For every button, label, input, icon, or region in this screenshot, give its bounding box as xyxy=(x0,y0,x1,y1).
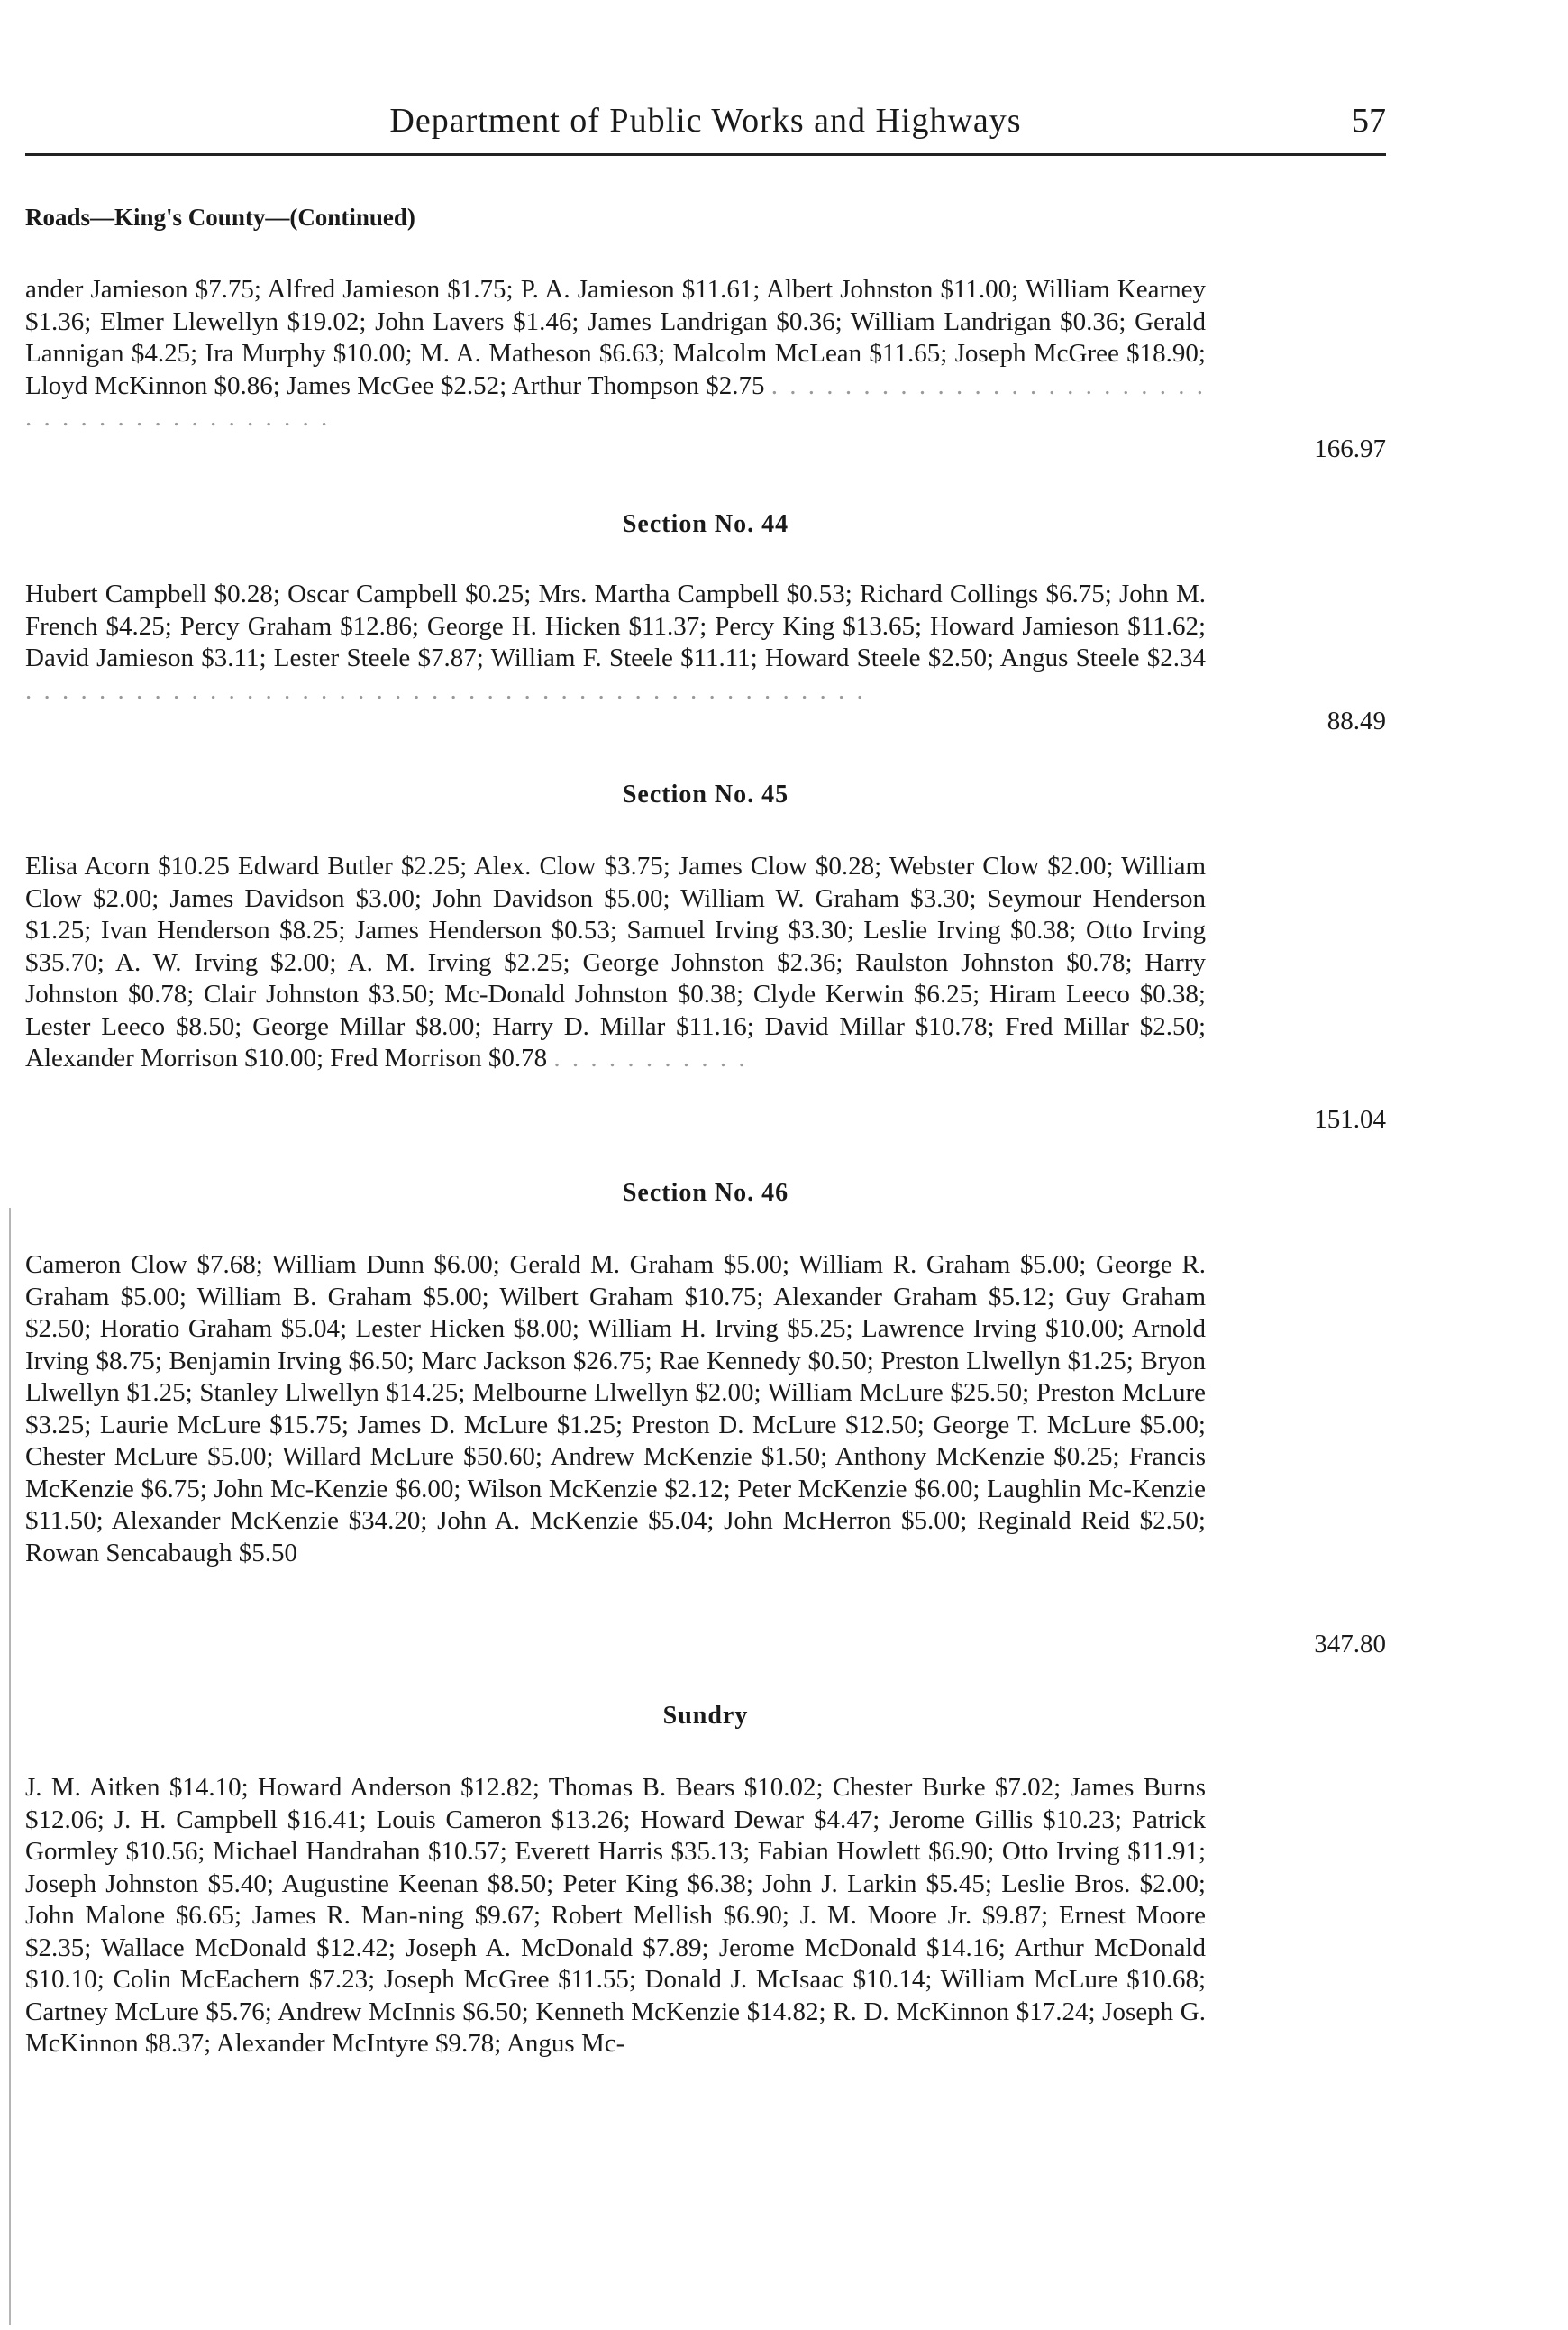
entry-text: ander Jamieson $7.75; Alfred Jamieson $1.75; P. A. Jamieson $11.61; Albert Johnston $11.00; William Kearney $1.36; Elmer Llewellyn $19.02; John Lavers $1.46; James Landrigan $0.36; William Landrigan $0.36; Gerald Lannigan $4.25; Ira Murphy $10.00; M. A. Matheson $6.63; Malcolm McLean $11.65; Joseph McGree $18.90; Lloyd McKinnon $0.86; James McGee $2.52; Arthur Thompson $2.75 xyxy=(25,275,1206,400)
section-title: Section No. 46 xyxy=(622,1179,789,1207)
entry-paragraph xyxy=(25,1772,1206,2060)
page-header xyxy=(25,101,1386,153)
entry-paragraph xyxy=(25,1249,1206,1569)
leader-dots: . . . . . . . . . . . . . . . . . . . . . . . . . . . . . . . . . . . . . . . . . . . . . . xyxy=(25,675,866,705)
entry-text: J. M. Aitken $14.10; Howard Anderson $12.82; Thomas B. Bears $10.02; Chester Burke $7.02; James Burns $12.06; J. H. Campbell $16.41; Louis Cameron $13.26; Howard Dewar $4.47; Jerome Gillis $10.23; Patrick Gormley $10.56; Michael Handrahan $10.57; Everett Harris $35.13; Fabian Howlett $6.90; Otto Irving $11.91; Joseph Johnston $5.40; Augustine Keenan $8.50; Peter King $6.38; John J. Larkin $5.45; Leslie Bros. $2.00; John Malone $6.65; James R. Man-ning $9.67; Robert Mellish $6.90; J. M. Moore Jr. $9.87; Ernest Moore $2.35; Wallace McDonald $12.42; Joseph A. McDonald $7.89; Jerome McDonald $14.16; Arthur McDonald $10.10; Colin McEachern $7.23; Joseph McGree $11.55; Donald J. McIsaac $10.14; William McLure $10.68; Cartney McLure $5.76; Andrew McInnis $6.50; Kenneth McKenzie $14.82; R. D. McKinnon $17.24; Joseph G. McKinnon $8.37; Alexander McIntyre $9.78; Angus Mc- xyxy=(25,1773,1206,2058)
leader-dots: . . . . . . . . . . . . . . . . . . . . . . . . . . . . . . . . . . . . . . . . . xyxy=(25,370,1207,432)
page-title: Department of Public Works and Highways xyxy=(389,102,1022,140)
entry-text: Cameron Clow $7.68; William Dunn $6.00; Gerald M. Graham $5.00; William R. Graham $5.00; George R. Graham $5.00; William B. Graham $5.00; Wilbert Graham $10.75; Alexander Graham $5.12; Guy Graham $2.50; Horatio Graham $5.04; Lester Hicken $8.00; William H. Irving $5.25; Lawrence Irving $10.00; Arnold Irving $8.75; Benjamin Irving $6.50; Marc Jackson $26.75; Rae Kennedy $0.50; Preston Llwellyn $1.25; Bryon Llwellyn $1.25; Stanley Llwellyn $14.25; Melbourne Llwellyn $2.00; William McLure $25.50; Preston McLure $3.25; Laurie McLure $15.75; James D. McLure $1.25; Preston D. McLure $12.50; George T. McLure $5.00; Chester McLure $5.00; Willard McLure $50.60; Andrew McKenzie $1.50; Anthony McKenzie $0.25; Francis McKenzie $6.75; John Mc-Kenzie $6.00; Wilson McKenzie $2.12; Peter McKenzie $6.00; Laughlin Mc-Kenzie $11.50; Alexander McKenzie $34.20; John A. McKenzie $5.04; John McHerron $5.00; Reginald Reid $2.50; Rowan Sencabaugh $5.50 xyxy=(25,1250,1206,1567)
page-number: 57 xyxy=(1352,102,1386,140)
section-total: 166.97 xyxy=(1314,434,1386,463)
running-head: Roads—King's County—(Continued) xyxy=(25,204,415,231)
section-total: 347.80 xyxy=(1314,1630,1386,1658)
entry-paragraph xyxy=(25,579,1206,707)
entry-paragraph xyxy=(25,274,1206,434)
entry-text: Hubert Campbell $0.28; Oscar Campbell $0.25; Mrs. Martha Campbell $0.53; Richard Collings $6.75; John M. French $4.25; Percy Graham $12.86; George H. Hicken $11.37; Percy King $13.65; Howard Jamieson $11.62; David Jamieson $3.11; Lester Steele $7.87; William F. Steele $11.11; Howard Steele $2.50; Angus Steele $2.34 xyxy=(25,580,1206,672)
section-title: Section No. 44 xyxy=(622,510,789,538)
section-total: 151.04 xyxy=(1314,1105,1386,1134)
section-title: Section No. 45 xyxy=(622,781,789,809)
entry-paragraph xyxy=(25,851,1206,1075)
header-rule xyxy=(25,153,1386,156)
scan-margin-line xyxy=(9,1208,11,2325)
entry-text: Elisa Acorn $10.25 Edward Butler $2.25; Alex. Clow $3.75; James Clow $0.28; Webster Clow $2.00; William Clow $2.00; James Davidson $3.00; John Davidson $5.00; William W. Graham $3.30; Seymour Henderson $1.25; Ivan Henderson $8.25; James Henderson $0.53; Samuel Irving $3.30; Leslie Irving $0.38; Otto Irving $35.70; A. W. Irving $2.00; A. M. Irving $2.25; George Johnston $2.36; Raulston Johnston $0.78; Harry Johnston $0.78; Clair Johnston $3.50; Mc-Donald Johnston $0.38; Clyde Kerwin $6.25; Hiram Leeco $0.38; Lester Leeco $8.50; George Millar $8.00; Harry D. Millar $11.16; David Millar $10.78; Fred Millar $2.50; Alexander Morrison $10.00; Fred Morrison $0.78 xyxy=(25,852,1206,1073)
section-total: 88.49 xyxy=(1326,707,1386,736)
leader-dots: . . . . . . . . . . . xyxy=(553,1044,748,1073)
section-title: Sundry xyxy=(662,1702,749,1730)
